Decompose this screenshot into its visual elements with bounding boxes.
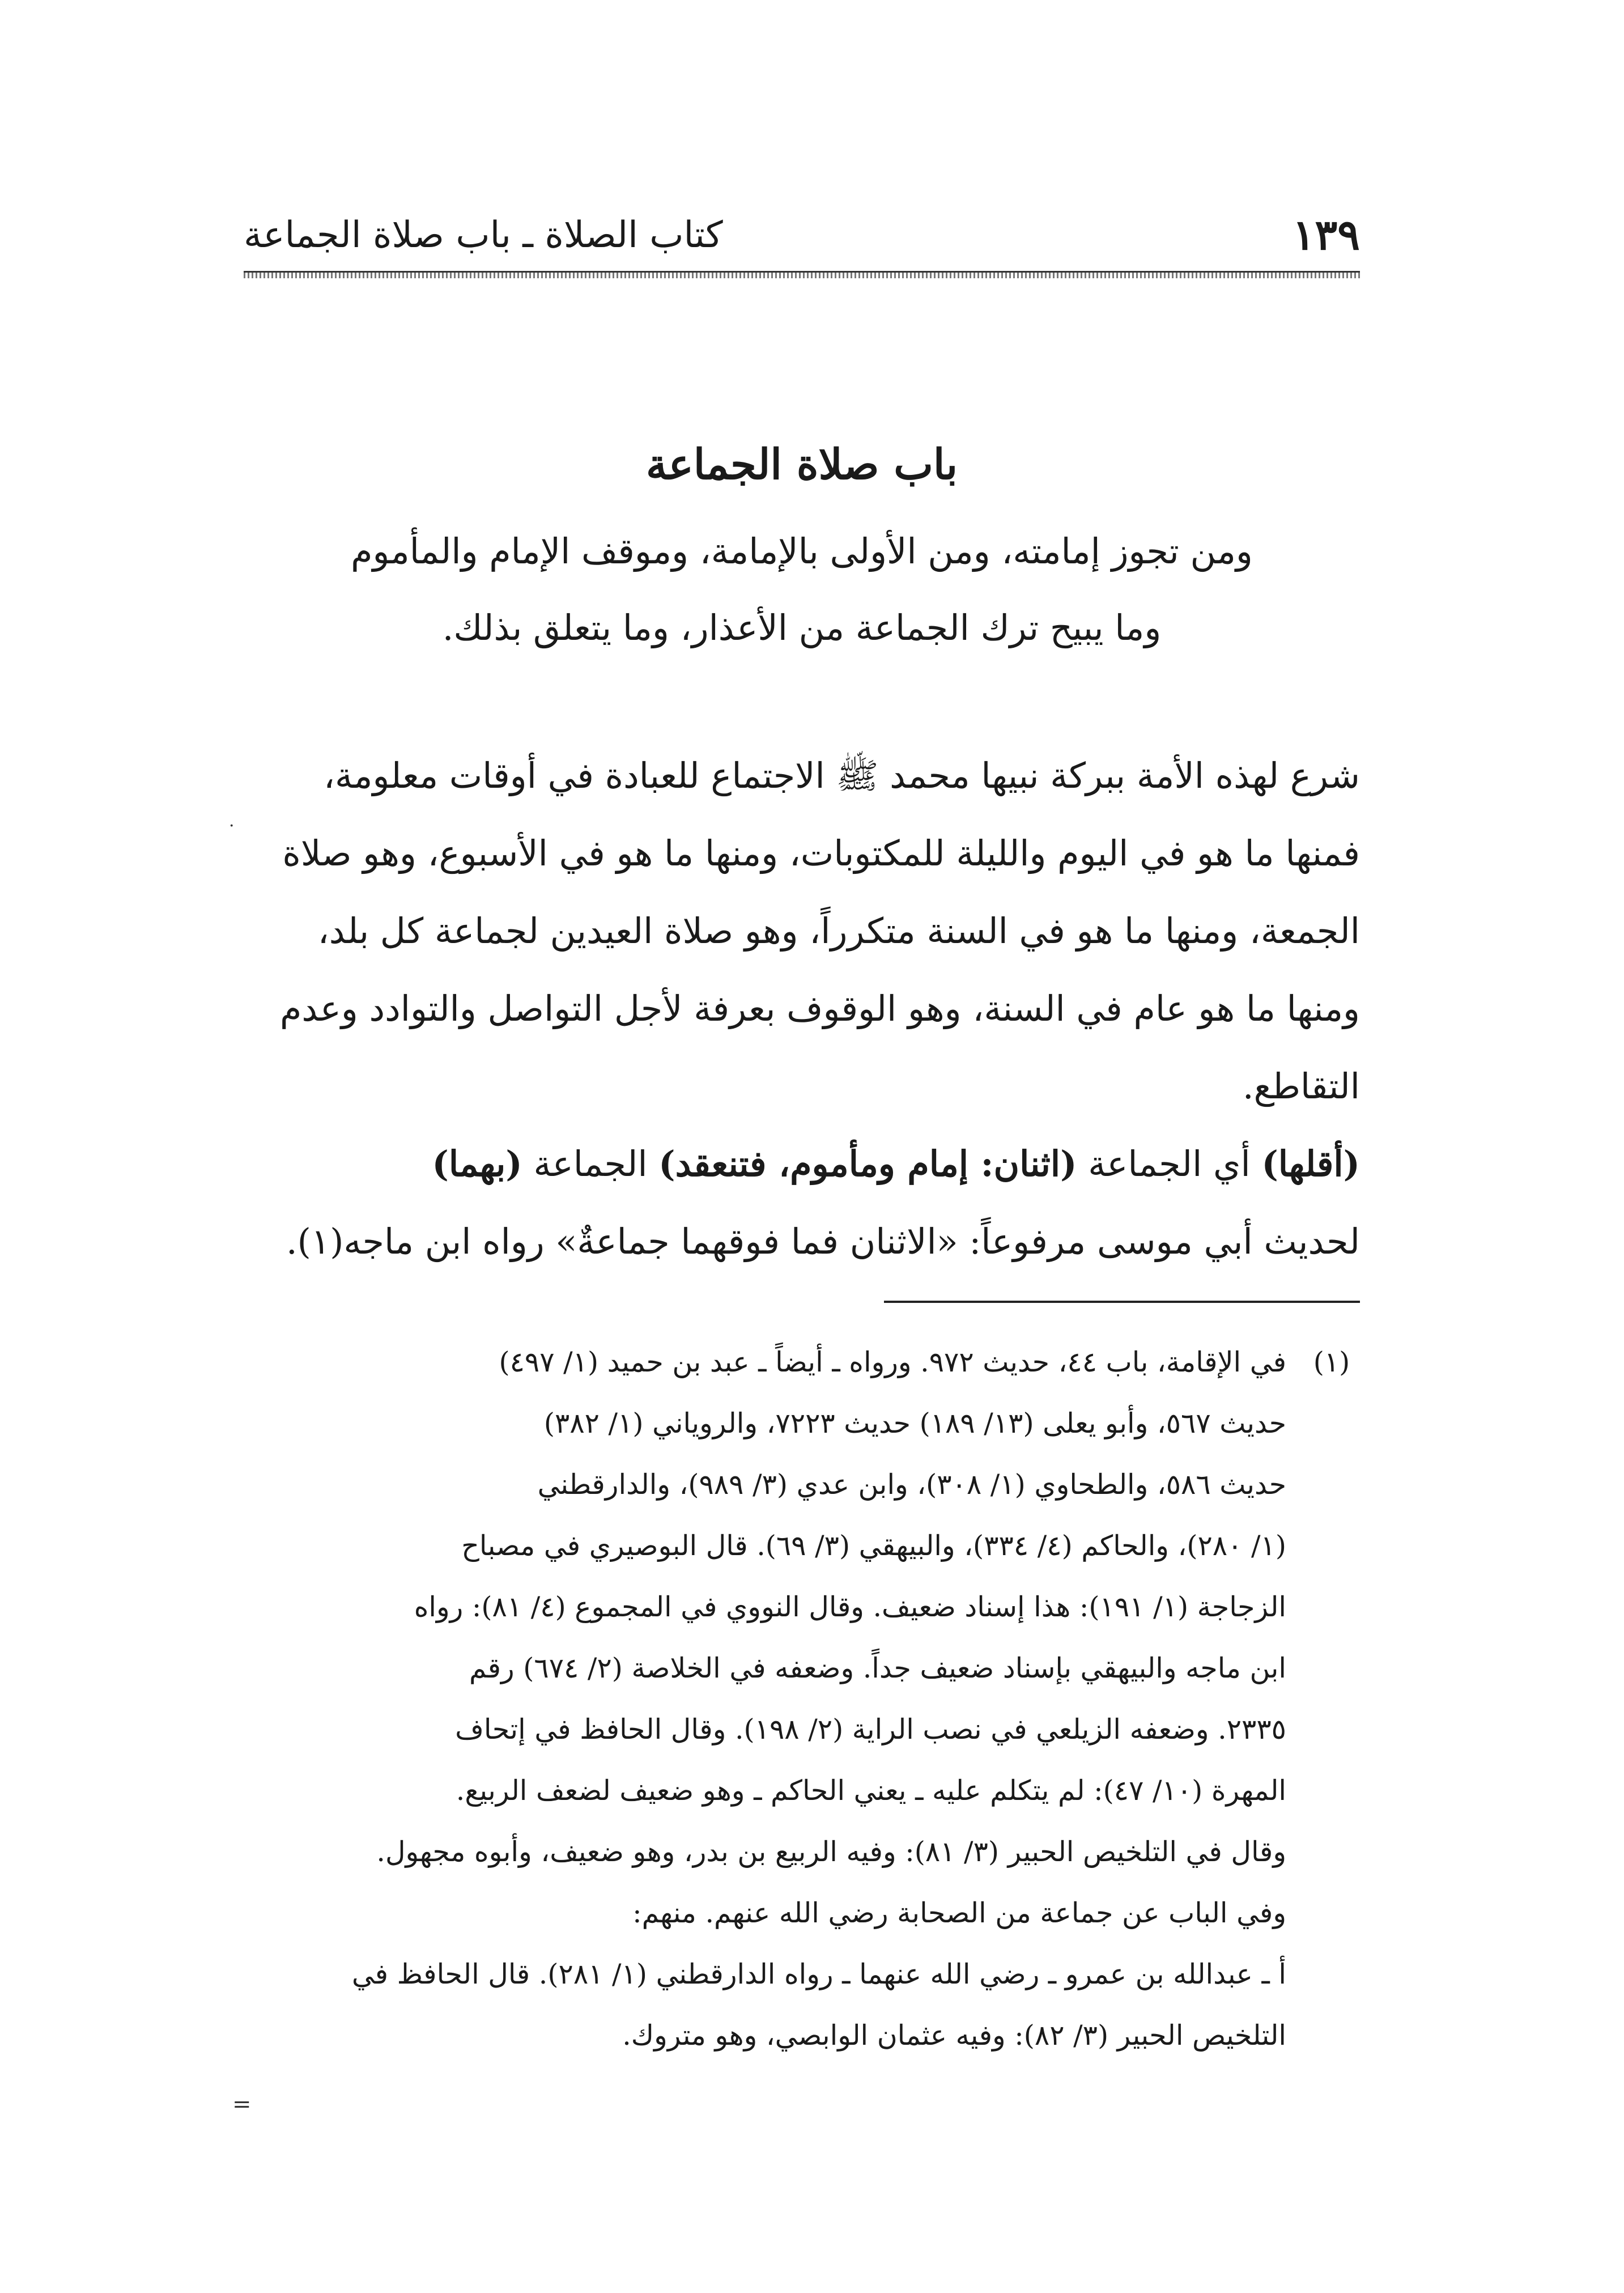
chapter-title: باب صلاة الجماعة [645,440,958,489]
body-line: التقاطع. [1242,1065,1360,1107]
footnote-line: في الإقامة، باب ٤٤، حديث ٩٧٢. ورواه ـ أيضاً ـ عبد بن حميد (١/ ٤٩٧) [499,1346,1286,1378]
footnote-line: التلخيص الحبير (٣/ ٨٢): وفيه عثمان الوابصي، وهو متروك. [622,2019,1286,2052]
header-rule [244,271,1360,278]
footnote-line: الزجاجة (١/ ١٩١): هذا إسناد ضعيف. وقال النووي في المجموع (٤/ ٨١): رواه [414,1591,1286,1623]
running-header [244,204,1360,266]
footnote-line: حديث ٥٦٧، وأبو يعلى (١٣/ ١٨٩) حديث ٧٢٢٣، والروياني (١/ ٣٨٢) [543,1407,1286,1440]
matn-text: (أقلها) [1261,1143,1360,1184]
body-line: الجمعة، ومنها ما هو في السنة متكرراً، وهو صلاة العيدين لجماعة كل بلد، [317,910,1360,952]
body-line: شرع لهذه الأمة ببركة نبيها محمد ﷺ الاجتماع للعبادة في أوقات معلومة، [324,755,1360,796]
body-line: ومنها ما هو عام في السنة، وهو الوقوف بعرفة لأجل التواصل والتوادد وعدم [279,988,1360,1029]
matn-text: (اثنان: إمام ومأموم، فتنعقد) [658,1143,1077,1184]
margin-dot: · [229,816,235,836]
footnote-line: أ ـ عبدالله بن عمرو ـ رضي الله عنهما ـ رواه الدارقطني (١/ ٢٨١). قال الحافظ في [351,1958,1286,1990]
footnote-line: المهرة (١٠/ ٤٧): لم يتكلم عليه ـ يعني الحاكم ـ وهو ضعيف لضعف الربيع. [456,1774,1286,1807]
hadith-line: لحديث أبي موسى مرفوعاً: «الاثنان فما فوقهما جماعةٌ» رواه ابن ماجه(١). [286,1221,1360,1262]
commentary-text: الجماعة [522,1143,659,1184]
body-line: فمنها ما هو في اليوم والليلة للمكتوبات، ومنها ما هو في الأسبوع، وهو صلاة [282,833,1360,874]
matn-paragraph [244,1125,1360,1280]
footnote-line: حديث ٥٨٦، والطحاوي (١/ ٣٠٨)، وابن عدي (٣/ ٩٨٩)، والدارقطني [537,1468,1286,1501]
footnote-text [244,1332,1286,2066]
margin-mark: = [232,2091,252,2117]
chapter-subtitle [317,513,1286,666]
subtitle-line: وما يبيح ترك الجماعة من الأعذار، وما يتعلق بذلك. [442,607,1162,648]
footnote-separator [884,1301,1360,1303]
body-text [244,737,1360,1280]
footnote-line: وقال في التلخيص الحبير (٣/ ٨١): وفيه الربيع بن بدر، وهو ضعيف، وأبوه مجهول. [376,1836,1286,1868]
footnote-line: ابن ماجه والبيهقي بإسناد ضعيف جداً. وضعفه في الخلاصة (٢/ ٦٧٤) رقم [469,1652,1286,1684]
footnote-line: (١/ ٢٨٠)، والحاكم (٤/ ٣٣٤)، والبيهقي (٣/ ٦٩). قال البوصيري في مصباح [461,1530,1286,1562]
intro-paragraph [244,737,1360,1125]
footnote-line: وفي الباب عن جماعة من الصحابة رضي الله عنهم. منهم: [632,1897,1286,1929]
matn-text: (بهما) [432,1143,522,1184]
subtitle-line: ومن تجوز إمامته، ومن الأولى بالإمامة، وموقف الإمام والمأموم [351,530,1253,572]
matn-line [244,1125,1360,1203]
running-title: كتاب الصلاة ـ باب صلاة الجماعة [244,214,723,256]
commentary-text: أي الجماعة [1077,1143,1262,1184]
page-number: ١٣٩ [1292,211,1360,260]
footnote-line: ٢٣٣٥. وضعفه الزيلعي في نصب الراية (٢/ ١٩٨). وقال الحافظ في إتحاف [455,1713,1286,1746]
footnote-marker: (١) [1313,1346,1350,1378]
